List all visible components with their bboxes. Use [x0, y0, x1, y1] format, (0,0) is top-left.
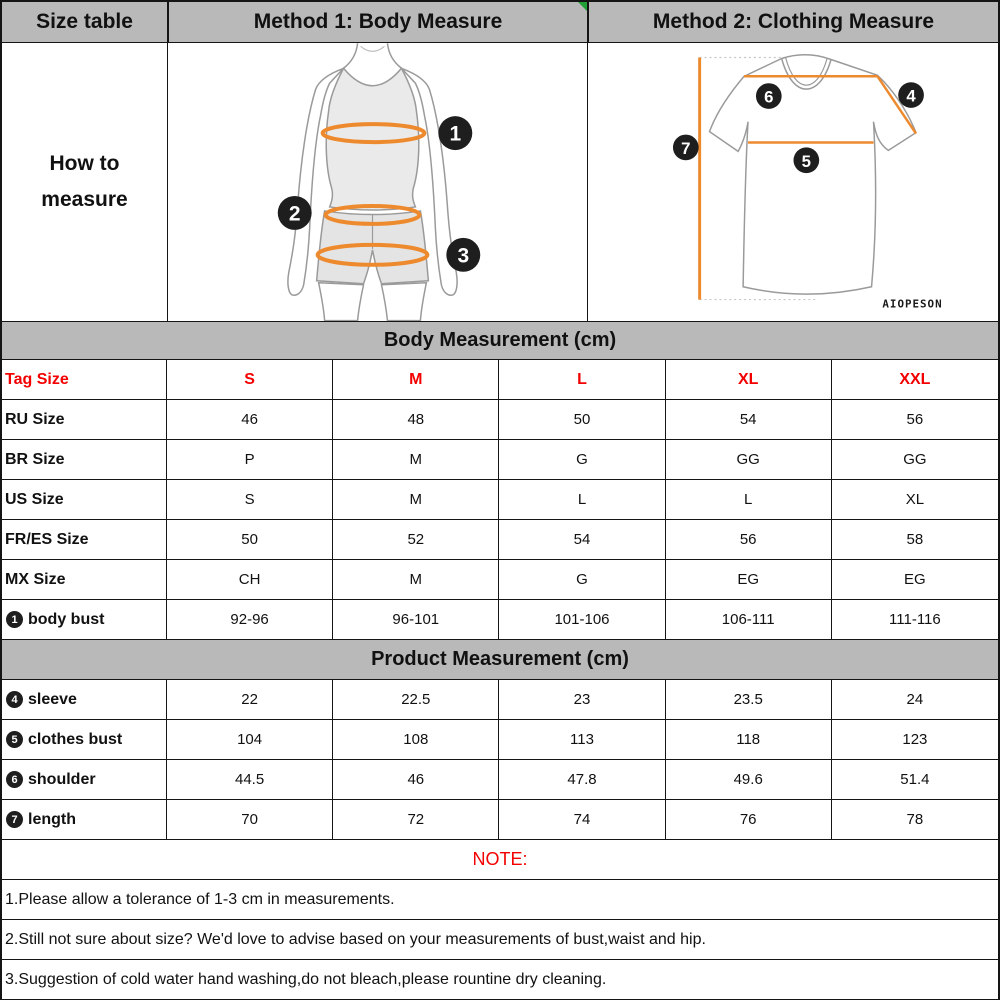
table-cell: 74 [499, 800, 665, 839]
tag-size-row [2, 360, 998, 400]
table-cell: 54 [499, 520, 665, 559]
table-cell: 96-101 [333, 600, 499, 639]
table-cell: 101-106 [499, 600, 665, 639]
table-cell: 56 [666, 520, 832, 559]
table-cell: M [333, 560, 499, 599]
clothing-measure-diagram [587, 43, 998, 321]
table-row-shoulder [2, 760, 998, 800]
table-cell: 54 [666, 400, 832, 439]
table-cell: 72 [333, 800, 499, 839]
method1-header [167, 2, 587, 42]
table-row-mx [2, 560, 998, 600]
table-cell: EG [666, 560, 832, 599]
table-cell: S [167, 480, 333, 519]
product-measurement-title: Product Measurement (cm) [2, 640, 998, 680]
row-label-text: sleeve [28, 690, 77, 708]
table-cell: 78 [906, 811, 924, 828]
table-row-sleeve [2, 680, 998, 720]
row-label-text: shoulder [28, 770, 96, 788]
top-header [2, 2, 998, 43]
method1-label: Method 1: Body Measure [253, 10, 503, 33]
table-row-fres [2, 520, 998, 560]
table-row-clothes-bust [2, 720, 998, 760]
table-row-us [2, 480, 998, 520]
table-cell: 23.5 [666, 680, 832, 719]
row-label-text: body bust [28, 610, 105, 628]
table-cell: M [333, 480, 499, 519]
table-cell: 108 [333, 720, 499, 759]
marker-1-number: 1 [449, 122, 462, 146]
table-cell: EG [904, 571, 926, 588]
table-cell: 51.4 [900, 771, 930, 788]
table-cell: 22 [167, 680, 333, 719]
table-cell: 47.8 [499, 760, 665, 799]
table-cell: 111-116 [889, 611, 941, 628]
table-cell: 104 [167, 720, 333, 759]
neck-right-line [387, 43, 401, 68]
body-figure-svg [168, 43, 587, 321]
row-label-text: length [28, 810, 76, 828]
table-cell: 49.6 [666, 760, 832, 799]
brand-text: AIOPESON [882, 297, 943, 311]
note-item-3: 3.Suggestion of cold water hand washing,do not bleach,please rountine dry cleaning. [2, 960, 998, 1000]
table-cell: M [333, 440, 499, 479]
table-cell: 23 [499, 680, 665, 719]
table-cell: CH [167, 560, 333, 599]
table-cell: 44.5 [167, 760, 333, 799]
tag-size-cell: XXL [899, 370, 931, 388]
table-cell: 46 [167, 400, 333, 439]
table-cell: 92-96 [167, 600, 333, 639]
table-cell: 50 [499, 400, 665, 439]
row-label: RU Size [2, 400, 167, 439]
table-row-ru [2, 400, 998, 440]
table-cell: G [499, 560, 665, 599]
row-label [2, 800, 167, 839]
chin-line [361, 46, 385, 51]
table-cell: 76 [666, 800, 832, 839]
marker-6-badge: 6 [6, 771, 23, 788]
tag-size-cell: L [499, 360, 665, 399]
table-row-body-bust [2, 600, 998, 640]
how-to-line2: measure [41, 188, 128, 211]
marker-3-number: 3 [457, 244, 470, 268]
marker-1-badge: 1 [6, 611, 23, 628]
table-cell: GG [666, 440, 832, 479]
diagram-row [2, 43, 998, 322]
table-cell: 113 [499, 720, 665, 759]
how-to-measure-label [2, 43, 167, 321]
size-table-header: Size table [36, 10, 133, 33]
table-cell: 50 [167, 520, 333, 559]
table-cell: G [499, 440, 665, 479]
table-cell: 24 [906, 691, 924, 708]
table-cell: XL [905, 491, 925, 508]
table-row-length [2, 800, 998, 840]
tag-size-cell: M [333, 360, 499, 399]
row-label-text: clothes bust [28, 730, 123, 748]
row-label: FR/ES Size [2, 520, 167, 559]
left-leg [319, 283, 364, 321]
row-label: US Size [2, 480, 167, 519]
table-cell: 70 [167, 800, 333, 839]
table-cell: L [666, 480, 832, 519]
row-label [2, 600, 167, 639]
tshirt-outline [710, 55, 916, 294]
row-label: BR Size [2, 440, 167, 479]
table-cell: 22.5 [333, 680, 499, 719]
table-cell: 58 [906, 531, 924, 548]
note-title: NOTE: [2, 840, 998, 880]
table-cell: 48 [333, 400, 499, 439]
row-label: MX Size [2, 560, 167, 599]
method2-header: Method 2: Clothing Measure [587, 2, 998, 42]
marker-4-badge: 4 [6, 691, 23, 708]
table-cell: 46 [333, 760, 499, 799]
marker-7-number: 7 [681, 138, 691, 158]
neck-left-line [344, 43, 358, 68]
marker-6-number: 6 [764, 87, 774, 107]
table-cell: 106-111 [666, 600, 832, 639]
row-label: Tag Size [2, 360, 167, 399]
table-cell: 52 [333, 520, 499, 559]
table-cell: 56 [906, 411, 924, 428]
row-label [2, 680, 167, 719]
table-cell: P [167, 440, 333, 479]
marker-5-number: 5 [801, 151, 812, 171]
marker-2-number: 2 [288, 202, 301, 226]
how-to-line1: How to [49, 152, 120, 176]
table-cell: L [499, 480, 665, 519]
note-item-2: 2.Still not sure about size? We'd love to advise based on your measurements of bust,waist and hip. [2, 920, 998, 960]
row-label [2, 760, 167, 799]
table-cell: 118 [666, 720, 832, 759]
marker-4-number: 4 [906, 86, 916, 106]
row-label [2, 720, 167, 759]
table-cell: 123 [902, 731, 928, 748]
marker-7-badge: 7 [6, 811, 23, 828]
table-row-br [2, 440, 998, 480]
body-measurement-title: Body Measurement (cm) [2, 322, 998, 360]
marker-5-badge: 5 [6, 731, 23, 748]
body-measure-diagram [167, 43, 587, 321]
green-corner-flag-icon [578, 2, 587, 11]
right-leg [381, 283, 426, 321]
tag-size-cell: S [167, 360, 333, 399]
tag-size-cell: XL [666, 360, 832, 399]
note-item-1: 1.Please allow a tolerance of 1-3 cm in measurements. [2, 880, 998, 920]
table-cell: GG [903, 451, 927, 468]
shirt-figure-svg [588, 43, 998, 321]
